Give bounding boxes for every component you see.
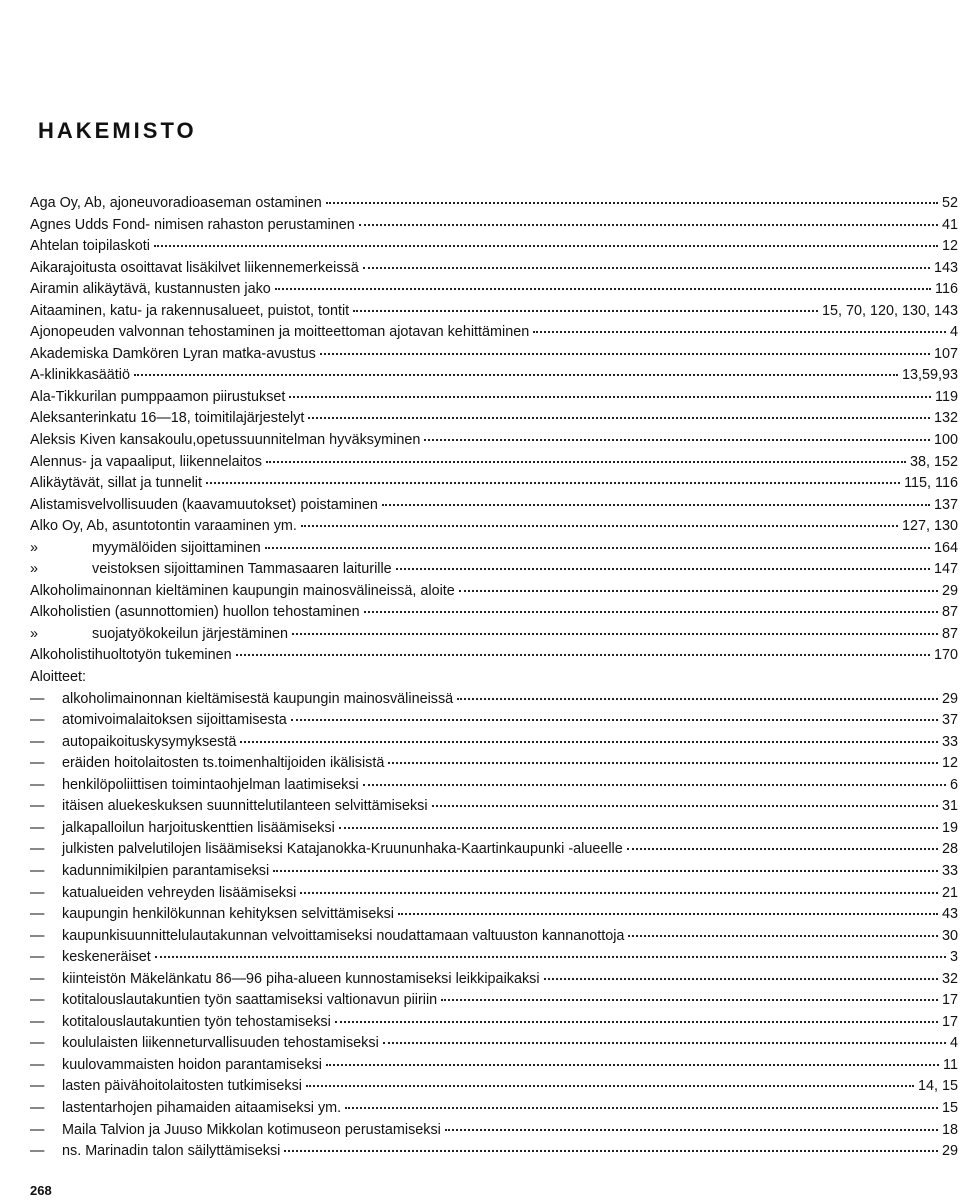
dot-leader [306, 1084, 914, 1087]
entry-page: 127, 130 [901, 518, 958, 535]
index-entry [30, 538, 958, 560]
entry-page: 29 [941, 582, 958, 599]
index-entry [30, 818, 958, 840]
index-entry [30, 732, 958, 754]
entry-label: lastentarhojen pihamaiden aitaamiseksi ym. [62, 1099, 342, 1116]
index-entry [30, 559, 958, 581]
dash-mark: — [30, 841, 45, 858]
index-entry [30, 516, 958, 538]
entry-page: 17 [941, 992, 958, 1009]
index-entry [30, 947, 958, 969]
entry-page: 33 [941, 733, 958, 750]
entry-label: ns. Marinadin talon säilyttämiseksi [62, 1143, 281, 1160]
dash-mark: — [30, 927, 45, 944]
entry-label: Airamin alikäytävä, kustannusten jako [30, 281, 271, 298]
index-entry [30, 581, 958, 603]
entry-page: 19 [941, 819, 958, 836]
dot-leader [441, 998, 938, 1001]
dash-mark: — [30, 1056, 45, 1073]
entry-page: 17 [941, 1013, 958, 1030]
dash-mark: — [30, 733, 45, 750]
dot-leader [364, 610, 938, 613]
dot-leader [335, 1020, 938, 1023]
dot-leader [273, 869, 938, 872]
dot-leader [300, 891, 938, 894]
entry-label: kuulovammaisten hoidon parantamiseksi [62, 1056, 322, 1073]
index-entry [30, 279, 958, 301]
entry-page: 41 [941, 216, 958, 233]
entry-page: 43 [941, 906, 958, 923]
entry-label: Ala-Tikkurilan pumppaamon piirustukset [30, 388, 286, 405]
index-entry [30, 215, 958, 237]
index-entry [30, 365, 958, 387]
entry-label: Ajonopeuden valvonnan tehostaminen ja moitteettoman ajotavan kehittäminen [30, 324, 530, 341]
entry-page: 15 [941, 1099, 958, 1116]
dot-leader [90, 677, 954, 678]
entry-page: 30 [941, 927, 958, 944]
index-entry [30, 667, 958, 689]
entry-page: 164 [933, 539, 958, 556]
dot-leader [266, 460, 906, 463]
dash-mark: — [30, 1013, 45, 1030]
entry-page: 14, 15 [917, 1078, 958, 1095]
entry-page: 31 [941, 798, 958, 815]
index-entry [30, 861, 958, 883]
entry-label: Akademiska Damkören Lyran matka-avustus [30, 345, 316, 362]
dash-mark: — [30, 1078, 45, 1095]
entry-label: Aitaaminen, katu- ja rakennusalueet, puistot, tontit [30, 302, 350, 319]
entry-label: atomivoimalaitoksen sijoittamisesta [62, 712, 287, 729]
ditto-mark: » [30, 625, 39, 642]
index-entry [30, 1098, 958, 1120]
dot-leader [301, 524, 898, 527]
dot-leader [265, 546, 930, 549]
entry-page: 21 [941, 884, 958, 901]
index-entry [30, 775, 958, 797]
entry-page: 13,59,93 [901, 367, 958, 384]
dash-mark: — [30, 862, 45, 879]
entry-label: Agnes Udds Fond- nimisen rahaston perustaminen [30, 216, 355, 233]
entry-label: Alikäytävät, sillat ja tunnelit [30, 475, 202, 492]
entry-label: jalkapalloilun harjoituskenttien lisäämiseksi [62, 819, 335, 836]
dot-leader [459, 589, 938, 592]
index-entry [30, 926, 958, 948]
entry-page: 107 [933, 345, 958, 362]
dot-leader [320, 352, 930, 355]
index-entry [30, 430, 958, 452]
entry-page: 100 [933, 432, 958, 449]
dot-leader [432, 804, 938, 807]
dot-leader [388, 761, 938, 764]
entry-page: 12 [941, 755, 958, 772]
dot-leader [339, 826, 938, 829]
index-list [30, 193, 958, 1163]
index-entry [30, 624, 958, 646]
entry-page: 115, 116 [904, 475, 958, 492]
entry-page: 29 [941, 1143, 958, 1160]
dot-leader [424, 438, 930, 441]
dot-leader [326, 1063, 939, 1066]
entry-label: keskeneräiset [62, 949, 151, 966]
index-entry [30, 1012, 958, 1034]
index-entry [30, 883, 958, 905]
entry-page: 29 [941, 690, 958, 707]
entry-page: 12 [941, 238, 958, 255]
entry-label: alkoholimainonnan kieltämisestä kaupungin mainosvälineissä [62, 690, 454, 707]
entry-page: 3 [949, 949, 958, 966]
index-entry [30, 602, 958, 624]
dot-leader [289, 395, 931, 398]
entry-label: Ahtelan toipilaskoti [30, 238, 150, 255]
index-entry [30, 193, 958, 215]
entry-page: 38, 152 [909, 453, 958, 470]
dash-mark: — [30, 755, 45, 772]
dash-mark: — [30, 884, 45, 901]
dash-mark: — [30, 1121, 45, 1138]
dot-leader [326, 201, 938, 204]
index-entry [30, 258, 958, 280]
entry-label: Aikarajoitusta osoittavat lisäkilvet liikennemerkeissä [30, 259, 359, 276]
entry-label: Alko Oy, Ab, asuntotontin varaaminen ym. [30, 518, 297, 535]
entry-page: 18 [941, 1121, 958, 1138]
entry-page: 37 [941, 712, 958, 729]
dash-mark: — [30, 1035, 45, 1052]
index-entry [30, 969, 958, 991]
dash-mark: — [30, 970, 45, 987]
entry-page: 119 [935, 388, 958, 405]
dot-leader [457, 697, 938, 700]
entry-page: 137 [933, 496, 958, 513]
entry-label: kadunnimikilpien parantamiseksi [62, 862, 270, 879]
dot-leader [353, 309, 818, 312]
entry-label: kotitalouslautakuntien työn tehostamiseksi [62, 1013, 331, 1030]
page-number: 268 [30, 1183, 52, 1198]
entry-label: kaupungin henkilökunnan kehityksen selvittämiseksi [62, 906, 394, 923]
ditto-mark: » [30, 539, 39, 556]
entry-page: 32 [941, 970, 958, 987]
entry-label: Alkoholimainonnan kieltäminen kaupungin mainosvälineissä, aloite [30, 582, 455, 599]
dot-leader [363, 266, 930, 269]
entry-page: 143 [933, 259, 958, 276]
dot-leader [275, 287, 931, 290]
dash-mark: — [30, 906, 45, 923]
dot-leader [359, 223, 938, 226]
index-entry [30, 1033, 958, 1055]
page-title: HAKEMISTO [38, 118, 197, 143]
dash-mark: — [30, 992, 45, 1009]
entry-label: Alkoholistihuoltotyön tukeminen [30, 647, 232, 664]
ditto-mark: » [30, 561, 39, 578]
entry-label: suojatyökokeilun järjestäminen [92, 625, 288, 642]
index-entry [30, 301, 958, 323]
entry-label: kaupunkisuunnittelulautakunnan velvoittamiseksi noudattamaan valtuuston kannanottoja [62, 927, 625, 944]
entry-page: 11 [943, 1056, 958, 1073]
dash-mark: — [30, 1099, 45, 1116]
index-entry [30, 408, 958, 430]
dot-leader [544, 977, 938, 980]
entry-label: Alkoholistien (asunnottomien) huollon tehostaminen [30, 604, 360, 621]
index-entry [30, 1076, 958, 1098]
index-entry [30, 904, 958, 926]
entry-page: 87 [941, 604, 958, 621]
entry-label: katualueiden vehreyden lisäämiseksi [62, 884, 297, 901]
entry-label: Alistamisvelvollisuuden (kaavamuutokset) poistaminen [30, 496, 378, 513]
index-entry [30, 473, 958, 495]
dot-leader [382, 503, 930, 506]
entry-label: Aga Oy, Ab, ajoneuvoradioaseman ostaminen [30, 195, 322, 211]
index-entry [30, 645, 958, 667]
index-entry [30, 322, 958, 344]
entry-page: 33 [941, 862, 958, 879]
index-entry [30, 1055, 958, 1077]
dash-mark: — [30, 690, 45, 707]
dot-leader [363, 783, 946, 786]
entry-label: kotitalouslautakuntien työn saattamiseksi valtionavun piiriin [62, 992, 438, 1009]
dot-leader [292, 632, 938, 635]
entry-label: kiinteistön Mäkelänkatu 86—96 piha-alueen kunnostamiseksi leikkipaikaksi [62, 970, 540, 987]
entry-page: 4 [949, 324, 958, 341]
entry-label: Aleksis Kiven kansakoulu,opetussuunnitelman hyväksyminen [30, 432, 421, 449]
index-entry [30, 387, 958, 409]
index-entry [30, 839, 958, 861]
index-entry [30, 1141, 958, 1163]
entry-label: lasten päivähoitolaitosten tutkimiseksi [62, 1078, 302, 1095]
entry-page: 116 [935, 281, 958, 298]
dash-mark: — [30, 712, 45, 729]
entry-label: Maila Talvion ja Juuso Mikkolan kotimuseon perustamiseksi [62, 1121, 441, 1138]
dot-leader [154, 244, 938, 247]
index-entry [30, 344, 958, 366]
entry-page: 147 [933, 561, 958, 578]
index-entry [30, 495, 958, 517]
entry-label: myymälöiden sijoittaminen [92, 539, 261, 556]
dot-leader [628, 934, 938, 937]
dot-leader [134, 373, 898, 376]
entry-label: henkilöpoliittisen toimintaohjelman laatimiseksi [62, 776, 359, 793]
entry-page: 87 [941, 625, 958, 642]
index-entry [30, 710, 958, 732]
dot-leader [396, 567, 930, 570]
dash-mark: — [30, 776, 45, 793]
dot-leader [398, 912, 938, 915]
entry-label: Aleksanterinkatu 16—18, toimitilajärjestelyt [30, 410, 305, 427]
entry-label: itäisen aluekeskuksen suunnittelutilanteen selvittämiseksi [62, 798, 428, 815]
dot-leader [627, 847, 938, 850]
index-entry [30, 753, 958, 775]
dot-leader [240, 740, 938, 743]
index-entry [30, 1120, 958, 1142]
dot-leader [155, 955, 946, 958]
entry-label: autopaikoituskysymyksestä [62, 733, 237, 750]
entry-label: julkisten palvelutilojen lisäämiseksi Katajanokka-Kruununhaka-Kaartinkaupunki -alueelle [62, 841, 623, 858]
entry-page: 52 [941, 195, 958, 211]
entry-page: 15, 70, 120, 130, 143 [821, 302, 958, 319]
dot-leader [445, 1128, 938, 1131]
dash-mark: — [30, 819, 45, 836]
entry-label: koululaisten liikenneturvallisuuden tehostamiseksi [62, 1035, 379, 1052]
index-entry [30, 796, 958, 818]
index-entry [30, 689, 958, 711]
dot-leader [236, 653, 930, 656]
entry-label: A-klinikkasäätiö [30, 367, 130, 384]
entry-page: 132 [933, 410, 958, 427]
dot-leader [291, 718, 938, 721]
dot-leader [345, 1106, 938, 1109]
entry-page: 6 [949, 776, 958, 793]
entry-page: 28 [941, 841, 958, 858]
dash-mark: — [30, 949, 45, 966]
index-entry [30, 990, 958, 1012]
entry-page: 170 [933, 647, 958, 664]
dot-leader [383, 1041, 946, 1044]
dot-leader [308, 416, 930, 419]
dash-mark: — [30, 798, 45, 815]
index-entry [30, 236, 958, 258]
entry-page: 4 [949, 1035, 958, 1052]
entry-label: Aloitteet: [30, 669, 86, 686]
entry-label: Alennus- ja vapaaliput, liikennelaitos [30, 453, 262, 470]
entry-label: eräiden hoitolaitosten ts.toimenhaltijoiden ikälisistä [62, 755, 385, 772]
entry-label: veistoksen sijoittaminen Tammasaaren laiturille [92, 561, 392, 578]
dot-leader [284, 1149, 938, 1152]
dash-mark: — [30, 1143, 45, 1160]
dot-leader [206, 481, 900, 484]
dot-leader [533, 330, 946, 333]
index-entry [30, 452, 958, 474]
